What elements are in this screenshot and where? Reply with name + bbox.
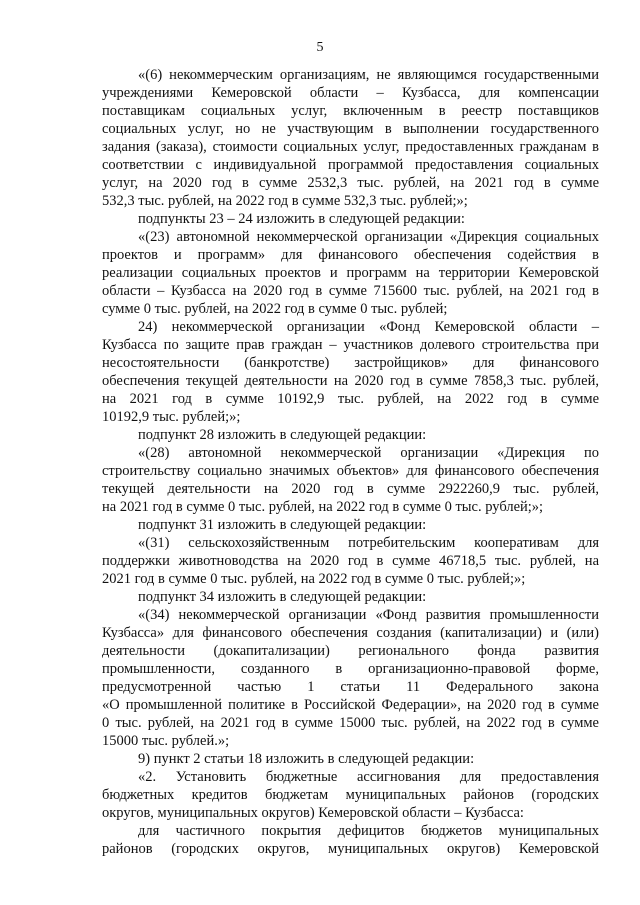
- text-line: области – Кузбасса на 2020 год в сумме 715600 тыс. рублей, на 2021 год в: [102, 283, 599, 299]
- text-line: «(6) некоммерческим организациям, не являющимся государственными: [138, 67, 599, 83]
- text-line: промышленности, созданного в организационно-правовой форме,: [102, 661, 599, 677]
- text-line: 15000 тыс. рублей.»;: [102, 733, 230, 749]
- text-line: Кузбасса» для финансового обеспечения создания (капитализации) и (или): [102, 625, 599, 641]
- text-line: проектов и программ» для финансового обеспечения содействия в: [102, 247, 599, 263]
- text-line: 24) некоммерческой организации «Фонд Кемеровской области –: [138, 319, 599, 335]
- text-line: «О промышленной политике в Российской Федерации», на 2020 год в сумме: [102, 697, 599, 713]
- text-line: учреждениями Кемеровской области – Кузбасса, для компенсации: [102, 85, 599, 101]
- text-line: «2. Установить бюджетные ассигнования для предоставления: [138, 769, 599, 785]
- text-line: подпункт 34 изложить в следующей редакции:: [138, 589, 427, 605]
- text-line: социальных услуг, но не участвующим в выполнении государственного: [102, 121, 599, 137]
- text-line: Кузбасса по защите прав граждан – участников долевого строительства при: [102, 337, 599, 353]
- text-line: сумме 0 тыс. рублей, на 2022 год в сумме 0 тыс. рублей;: [102, 301, 448, 317]
- text-line: предусмотренной частью 1 статьи 11 Федерального закона: [102, 679, 599, 695]
- document-body: [102, 66, 599, 858]
- text-line: 532,3 тыс. рублей, на 2022 год в сумме 532,3 тыс. рублей;»;: [102, 193, 468, 209]
- text-line: текущей деятельности на 2020 год в сумме 2922260,9 тыс. рублей,: [102, 481, 599, 497]
- text-line: услуг, на 2020 год в сумме 2532,3 тыс. рублей, на 2021 год в сумме: [102, 175, 599, 191]
- text-line: подпункт 31 изложить в следующей редакции:: [138, 517, 427, 533]
- text-line: несостоятельности (банкротстве) застройщиков» для финансового: [102, 355, 599, 371]
- text-line: поставщикам социальных услуг, включенным в реестр поставщиков: [102, 103, 599, 119]
- text-line: «(28) автономной некоммерческой организации «Дирекция по: [138, 445, 599, 461]
- text-line: «(34) некоммерческой организации «Фонд развития промышленности: [138, 607, 599, 623]
- text-line: «(23) автономной некоммерческой организации «Дирекция социальных: [138, 229, 599, 245]
- text-line: строительству социально значимых объектов» для финансового обеспечения: [102, 463, 599, 479]
- page-number: 5: [316, 40, 324, 55]
- text-line: 0 тыс. рублей, на 2021 год в сумме 15000 тыс. рублей, на 2022 год в сумме: [102, 715, 599, 731]
- text-line: подпункт 28 изложить в следующей редакции:: [138, 427, 427, 443]
- text-line: для частичного покрытия дефицитов бюджетов муниципальных: [138, 823, 599, 839]
- text-line: реализации социальных проектов и программ на территории Кемеровской: [102, 265, 599, 281]
- text-line: задания (заказа), стоимости социальных услуг, предоставленных гражданам в: [102, 139, 599, 155]
- text-line: 9) пункт 2 статьи 18 изложить в следующей редакции:: [138, 751, 475, 767]
- text-line: поддержки животноводства на 2020 год в сумме 46718,5 тыс. рублей, на: [102, 553, 599, 569]
- text-line: деятельности (докапитализации) регионального фонда развития: [102, 643, 599, 659]
- text-line: районов (городских округов, муниципальных округов) Кемеровской: [102, 841, 599, 857]
- text-line: на 2021 год в сумме 0 тыс. рублей, на 2022 год в сумме 0 тыс. рублей;»;: [102, 499, 544, 515]
- text-line: бюджетных кредитов бюджетам муниципальных районов (городских: [102, 787, 599, 803]
- text-line: соответствии с индивидуальной программой предоставления социальных: [102, 157, 599, 173]
- text-line: 2021 год в сумме 0 тыс. рублей, на 2022 год в сумме 0 тыс. рублей;»;: [102, 571, 526, 587]
- text-line: 10192,9 тыс. рублей;»;: [102, 409, 241, 425]
- text-line: обеспечения текущей деятельности на 2020 год в сумме 7858,3 тыс. рублей,: [102, 373, 599, 389]
- text-line: на 2021 год в сумме 10192,9 тыс. рублей, на 2022 год в сумме: [102, 391, 599, 407]
- text-line: округов, муниципальных округов) Кемеровской области – Кузбасса:: [102, 805, 524, 821]
- text-line: «(31) сельскохозяйственным потребительским кооперативам для: [138, 535, 599, 551]
- text-line: подпункты 23 – 24 изложить в следующей редакции:: [138, 211, 465, 227]
